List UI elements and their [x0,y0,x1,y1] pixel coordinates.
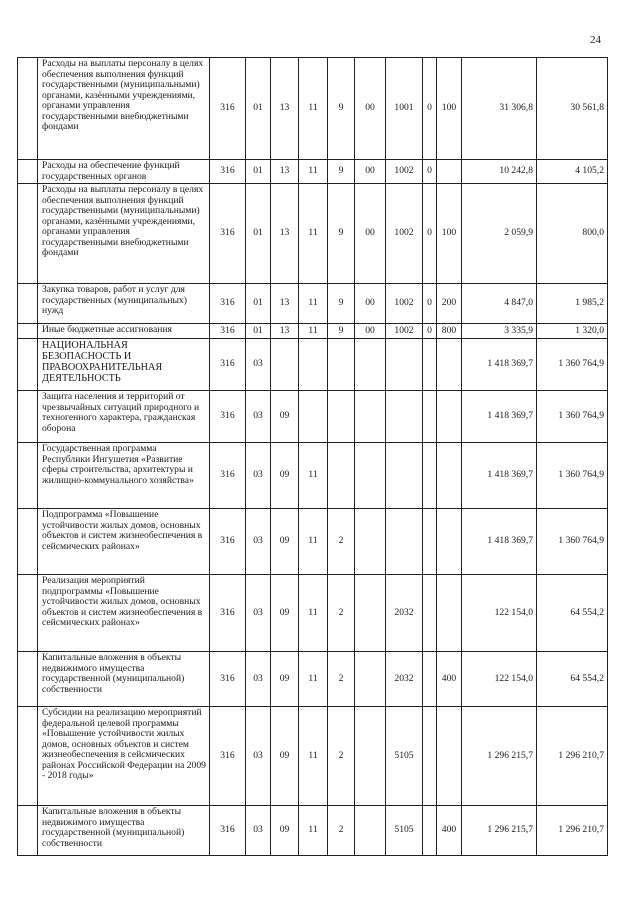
code-cs4: 1002 [386,184,423,284]
sum-year2: 1 360 764,9 [537,339,608,391]
code-rz: 03 [246,339,271,391]
code-cs4: 1002 [386,284,423,324]
code-cs5 [423,391,437,443]
code-pr: 13 [271,184,299,284]
code-cs1: 11 [299,652,328,707]
sum-year1: 1 296 215,7 [462,707,537,806]
code-cs3: 00 [355,58,386,160]
table-row [18,160,608,184]
table-row [18,509,608,575]
code-cs1: 11 [299,575,328,652]
code-cs1 [299,339,328,391]
table-row [18,184,608,284]
sum-year1: 1 418 369,7 [462,391,537,443]
code-cs3 [355,806,386,856]
code-cs1: 11 [299,58,328,160]
item-name: НАЦИОНАЛЬНАЯ БЕЗОПАСНОСТЬ И ПРАВООХРАНИТЕЛЬНАЯ ДЕЯТЕЛЬНОСТЬ [38,339,210,391]
table-row [18,443,608,509]
item-name: Расходы на выплаты персоналу в целях обеспечения выполнения функций государственными (муниципальными) органами, казёнными учреждениями, органами управления государственными внебюджетными фондами [38,58,210,160]
row-number-cell [18,58,38,160]
sum-year1: 2 059,9 [462,184,537,284]
code-cs1: 11 [299,324,328,339]
item-name: Капитальные вложения в объекты недвижимого имущества государственной (муниципальной) собственности [38,806,210,856]
row-number-cell [18,707,38,806]
code-pr: 09 [271,652,299,707]
code-cs5 [423,652,437,707]
code-vr [437,707,462,806]
code-pr: 13 [271,58,299,160]
code-cs2: 9 [328,160,355,184]
code-cs1: 11 [299,509,328,575]
row-number-cell [18,575,38,652]
row-number-cell [18,160,38,184]
item-name: Подпрограмма «Повышение устойчивости жилых домов, основных объектов и систем жизнеобеспечения в сейсмических районах» [38,509,210,575]
table-row [18,575,608,652]
row-number-cell [18,184,38,284]
code-vr: 200 [437,284,462,324]
code-rz: 01 [246,284,271,324]
budget-table [17,57,608,856]
code-rz: 03 [246,707,271,806]
code-cs5: 0 [423,324,437,339]
sum-year2: 30 561,8 [537,58,608,160]
code-ved: 316 [210,575,246,652]
sum-year2: 64 554,2 [537,652,608,707]
sum-year2: 800,0 [537,184,608,284]
item-name: Иные бюджетные ассигнования [38,324,210,339]
sum-year2: 1 320,0 [537,324,608,339]
code-cs5 [423,806,437,856]
sum-year1: 4 847,0 [462,284,537,324]
code-ved: 316 [210,324,246,339]
item-name: Капитальные вложения в объекты недвижимого имущества государственной (муниципальной) собственности [38,652,210,707]
code-cs2 [328,443,355,509]
item-name: Расходы на выплаты персоналу в целях обеспечения выполнения функций государственными (муниципальными) органами, казёнными учреждениями, органами управления государственными внебюджетными фондами [38,184,210,284]
code-cs2: 9 [328,284,355,324]
code-cs1: 11 [299,160,328,184]
table-row [18,707,608,806]
code-vr: 100 [437,58,462,160]
code-cs4: 1002 [386,160,423,184]
code-rz: 03 [246,509,271,575]
code-cs2: 9 [328,324,355,339]
code-ved: 316 [210,509,246,575]
code-rz: 03 [246,391,271,443]
code-ved: 316 [210,443,246,509]
code-vr: 400 [437,806,462,856]
code-cs5: 0 [423,160,437,184]
code-vr: 400 [437,652,462,707]
code-cs2: 2 [328,806,355,856]
sum-year2: 1 296 210,7 [537,806,608,856]
code-vr [437,443,462,509]
code-cs4: 5105 [386,707,423,806]
page-number: 24 [590,34,601,46]
code-ved: 316 [210,707,246,806]
code-cs3: 00 [355,324,386,339]
item-name: Защита населения и территорий от чрезвычайных ситуаций природного и техногенного характера, гражданская оборона [38,391,210,443]
row-number-cell [18,339,38,391]
code-cs2: 9 [328,184,355,284]
code-cs5 [423,339,437,391]
sum-year1: 3 335,9 [462,324,537,339]
code-cs2 [328,391,355,443]
sum-year2: 1 360 764,9 [537,391,608,443]
code-cs4: 5105 [386,806,423,856]
sum-year2: 64 554,2 [537,575,608,652]
code-ved: 316 [210,339,246,391]
code-ved: 316 [210,58,246,160]
row-number-cell [18,443,38,509]
code-cs3 [355,707,386,806]
sum-year1: 1 296 215,7 [462,806,537,856]
sum-year1: 1 418 369,7 [462,443,537,509]
table-row [18,806,608,856]
table-row [18,324,608,339]
sum-year2: 1 360 764,9 [537,443,608,509]
code-cs3: 00 [355,284,386,324]
code-cs2: 2 [328,652,355,707]
table-row [18,339,608,391]
table-row [18,284,608,324]
code-cs1 [299,391,328,443]
code-pr: 09 [271,575,299,652]
code-rz: 03 [246,443,271,509]
code-cs4 [386,391,423,443]
code-cs1: 11 [299,806,328,856]
code-rz: 03 [246,652,271,707]
sum-year1: 122 154,0 [462,575,537,652]
item-name: Закупка товаров, работ и услуг для государственных (муниципальных) нужд [38,284,210,324]
code-rz: 03 [246,575,271,652]
code-ved: 316 [210,391,246,443]
code-cs2: 2 [328,509,355,575]
table-row [18,652,608,707]
sum-year2: 1 296 210,7 [537,707,608,806]
code-cs3 [355,391,386,443]
code-cs4: 1001 [386,58,423,160]
code-pr: 09 [271,509,299,575]
code-rz: 01 [246,324,271,339]
code-pr: 13 [271,284,299,324]
code-vr [437,575,462,652]
code-vr [437,339,462,391]
table-row [18,58,608,160]
item-name: Расходы на обеспечение функций государственных органов [38,160,210,184]
code-rz: 03 [246,806,271,856]
code-cs2: 2 [328,707,355,806]
sum-year2: 1 985,2 [537,284,608,324]
code-cs5: 0 [423,184,437,284]
code-vr [437,160,462,184]
code-cs4 [386,509,423,575]
sum-year2: 1 360 764,9 [537,509,608,575]
sum-year1: 1 418 369,7 [462,509,537,575]
code-rz: 01 [246,58,271,160]
code-cs3 [355,339,386,391]
row-number-cell [18,806,38,856]
code-cs1: 11 [299,184,328,284]
code-cs3: 00 [355,184,386,284]
code-ved: 316 [210,160,246,184]
row-number-cell [18,284,38,324]
code-cs3 [355,509,386,575]
code-rz: 01 [246,160,271,184]
code-cs5: 0 [423,284,437,324]
row-number-cell [18,391,38,443]
code-pr [271,339,299,391]
sum-year1: 31 306,8 [462,58,537,160]
code-cs4 [386,443,423,509]
code-pr: 13 [271,160,299,184]
code-cs4: 2032 [386,652,423,707]
item-name: Государственная программа Республики Ингушетия «Развитие сферы строительства, архитектуры и жилищно-коммунального хозяйства» [38,443,210,509]
code-cs4: 1002 [386,324,423,339]
item-name: Субсидии на реализацию мероприятий федеральной целевой программы «Повышение устойчивости жилых домов, основных объектов и систем жизнеобеспечения в сейсмических районах Российской Федерации на 2009 - 2018 годы» [38,707,210,806]
code-vr [437,391,462,443]
code-ved: 316 [210,184,246,284]
code-cs4: 2032 [386,575,423,652]
code-cs3 [355,652,386,707]
sum-year1: 10 242,8 [462,160,537,184]
code-cs1: 11 [299,443,328,509]
row-number-cell [18,509,38,575]
code-cs3 [355,443,386,509]
sum-year1: 1 418 369,7 [462,339,537,391]
code-vr: 100 [437,184,462,284]
code-vr: 800 [437,324,462,339]
code-ved: 316 [210,806,246,856]
code-pr: 09 [271,707,299,806]
code-cs1: 11 [299,707,328,806]
code-cs5 [423,707,437,806]
item-name: Реализация мероприятий подпрограммы «Повышение устойчивости жилых домов, основных объектов и систем жизнеобеспечения в сейсмических районах» [38,575,210,652]
code-cs5 [423,509,437,575]
code-cs5: 0 [423,58,437,160]
code-pr: 09 [271,391,299,443]
row-number-cell [18,652,38,707]
row-number-cell [18,324,38,339]
code-rz: 01 [246,184,271,284]
code-cs3: 00 [355,160,386,184]
code-cs2: 2 [328,575,355,652]
code-cs1: 11 [299,284,328,324]
code-pr: 09 [271,806,299,856]
code-cs3 [355,575,386,652]
code-cs5 [423,443,437,509]
code-cs2 [328,339,355,391]
code-vr [437,509,462,575]
code-cs2: 9 [328,58,355,160]
table-row [18,391,608,443]
code-cs4 [386,339,423,391]
code-ved: 316 [210,652,246,707]
sum-year1: 122 154,0 [462,652,537,707]
sum-year2: 4 105,2 [537,160,608,184]
code-ved: 316 [210,284,246,324]
code-pr: 13 [271,324,299,339]
code-cs5 [423,575,437,652]
code-pr: 09 [271,443,299,509]
